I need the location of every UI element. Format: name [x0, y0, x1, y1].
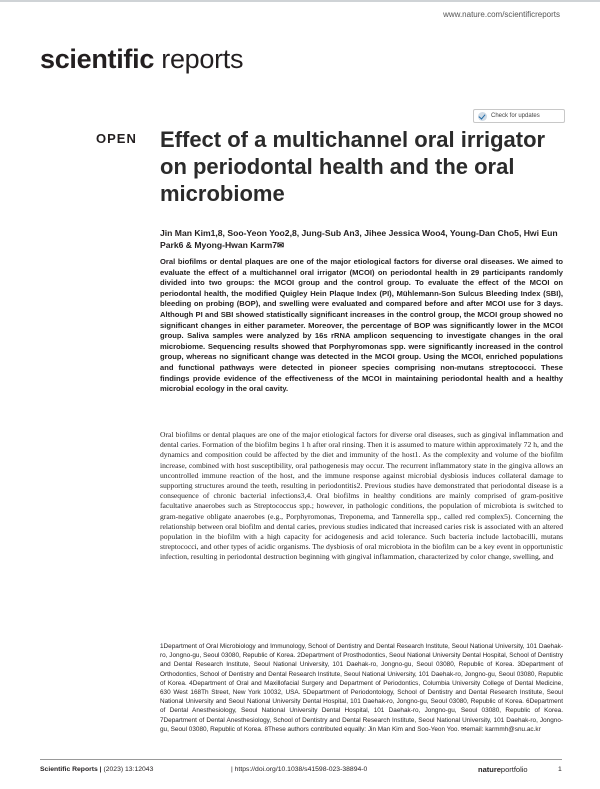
check-icon — [478, 112, 487, 121]
logo-bold: scientific — [40, 44, 155, 74]
journal-logo[interactable] — [40, 44, 243, 75]
footer-rule — [40, 759, 562, 760]
page-number: 1 — [558, 766, 562, 773]
brand-light: portfolio — [500, 765, 528, 774]
footer-year-volume: (2023) 13:12043 — [103, 766, 154, 773]
top-rule — [0, 0, 600, 2]
nature-portfolio-logo — [478, 765, 528, 774]
body-text: Oral biofilms or dental plaques are one of the major etiological factors for diverse oral diseases, such as gingival inflammation and dental caries. Formation of the biofilm begins 1 h after oral rinsing. Then it is assumed to mature within approximately 72 h, and the dynamics and composition could be affected by the diet and immunity of the host1. As the complexity and volume of the biofilm increase, combined with host susceptibility, oral pathogenesis may occur. The recurrent inflammatory state in the gingiva allows an uncontrolled immune reaction of the host, and the immune response against microbial dysbiosis induces collateral damage to supporting structures around the teeth, resulting in periodontitis2. Previous studies have demonstrated that periodontal disease is a consequence of chronic bacterial infections3,4. Oral biofilms in healthy conditions are mainly comprised of gram-positive facultative anaerobes such as Streptococcus spp.; however, in pathologic conditions, the population of microbiota is switched to gram-negative obligate anaerobes (e.g., Porphyromonas, Treponema, and Tannerella spp., called red complex5). Concerning the relationship between oral biofilm and dental caries, previous studies indicated that increased caries risk is associated with an altered population in the biofilm with a high capacity for acidogenesis and acid tolerance. Such bacteria include lactobacilli, mutans streptococci, and other types of acidic organisms. The dysbiosis of oral microbiota in the biofilm can be a key event in opportunistic infection, resulting in periodontal destruction beginning with gingival inflammation, characterized by color change, swelling, and — [160, 430, 563, 562]
check-updates-label: Check for updates — [491, 113, 540, 119]
affiliations: 1Department of Oral Microbiology and Immunology, School of Dentistry and Dental Research Institute, Seoul National University, 101 Daehak-ro, Jongno-gu, Seoul 03080, Republic of Korea. 2Department of Prosthodontics, Seoul National University Dental Hospital, School of Dentistry and Dental Research Institute, Seoul National University, 101 Daehak-ro, Jongno-gu, Seoul 03080, Republic of Korea. 3Department of Orthodontics, School of Dentistry and Dental Research Institute, Seoul National University, 101 Daehak-ro, Jongno-gu, Seoul 03080, Republic of Korea. 4Department of Oral and Maxillofacial Surgery and Department of Periodontics, Columbia University College of Dental Medicine, 630 West 168Th Street, New York 10032, USA. 5Department of Periodontology, School of Dentistry and Dental Research Institute, Seoul National University and Seoul National University Dental Hospital, 101 Daehak-ro, Jongno-gu, Seoul 03080, Republic of Korea. 6Department of Dental Anesthesiology, Seoul National University Dental Hospital, 101 Daehak-ro, Jongno-gu, Seoul 03080, Republic of Korea. 7Department of Dental Anesthesiology, School of Dentistry and Dental Research Institute, Seoul National University, 101 Daehak-ro, Jongno-gu, Seoul 03080, Republic of Korea. 8These authors contributed equally: Jin Man Kim and Soo-Yeon Yoo. ✉email: karmmh@snu.ac.kr — [160, 643, 563, 733]
abstract: Oral biofilms or dental plaques are one of the major etiological factors for diverse oral diseases. We aimed to evaluate the effect of a multichannel oral irrigator (MCOI) on periodontal health in 29 participants randomly divided into two groups: the MCOI group and the control group. To evaluate the effect of the MCOI on periodontal health, the modified Quigley Hein Plaque Index (PI), Mühlemann-Son Sulcus Bleeding Index (SBI), bleeding on probing (BOP), and swelling were evaluated and compared before and after MCOI use for 3 days. Although PI and SBI showed statistically significant increases in the control group, the MCOI group showed no significant changes in either parameter. Moreover, the percentage of BOP was significantly lower in the MCOI group. Saliva samples were analyzed by 16s rRNA amplicon sequencing to investigate changes in the oral microbiome. Sequencing results showed that Porphyromonas spp. were significantly increased in the control group, whereas no significant change was detected in the MCOI group. Using the MCOI, enriched populations and functional pathways were detected in pioneer species comprising non-mutans streptococci. These findings provide evidence of the effectiveness of the MCOI in maintaining periodontal health and a healthy microbial ecology in the oral cavity. — [160, 257, 563, 394]
brand-bold: nature — [478, 765, 501, 774]
footer-citation — [40, 766, 153, 773]
footer-doi-link[interactable]: | https://doi.org/10.1038/s41598-023-38894-0 — [231, 766, 368, 773]
footer-journal: Scientific Reports | — [40, 766, 102, 773]
open-access-label: OPEN — [96, 131, 137, 146]
check-for-updates-button[interactable] — [473, 109, 565, 123]
logo-light: reports — [161, 44, 244, 74]
author-list: Jin Man Kim1,8, Soo-Yeon Yoo2,8, Jung-Sub An3, Jihee Jessica Woo4, Young-Dan Cho5, Hwi Eun Park6 & Myong-Hwan Karm7✉ — [160, 228, 558, 250]
article-title: Effect of a multichannel oral irrigator on periodontal health and the oral microbiome — [160, 127, 546, 206]
journal-url[interactable]: www.nature.com/scientificreports — [443, 10, 560, 19]
